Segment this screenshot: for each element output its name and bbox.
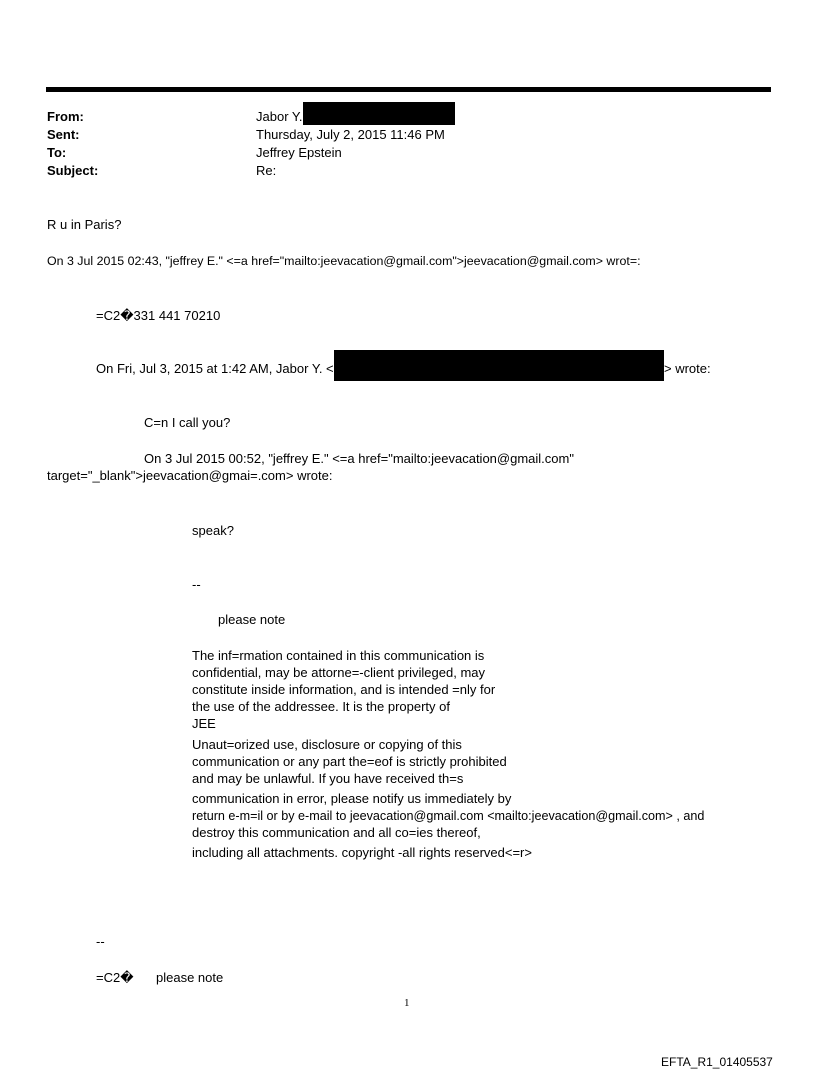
disclaimer-line: constitute inside information, and is intended =nly for (192, 682, 496, 697)
to-label: To: (47, 145, 67, 160)
disclaimer-line: communication or any part the=eof is strictly prohibited (192, 754, 507, 769)
disclaimer-line: including all attachments. copyright -all rights reserved<=r> (192, 845, 532, 860)
signature-separator: -- (192, 577, 201, 592)
disclaimer-line: return e-m=il or by e-mail to jeevacation@gmail.com <mailto:jeevacation@gmail.com> , and (192, 809, 705, 823)
subject-value: Re: (256, 163, 277, 178)
from-label: From: (47, 109, 84, 124)
page-number: 1 (404, 997, 410, 1009)
quote-header-3a: On 3 Jul 2015 00:52, "jeffrey E." <=a href="mailto:jeevacation@gmail.com" (144, 451, 574, 466)
body-line-speak: speak? (192, 523, 234, 538)
header-rule (46, 87, 771, 92)
quote-header-1: On 3 Jul 2015 02:43, "jeffrey E." <=a href="mailto:jeevacation@gmail.com">jeevacation@gmail.com> wrot=: (47, 254, 641, 268)
redaction-block (303, 102, 455, 125)
disclaimer-line: destroy this communication and all co=ies thereof, (192, 825, 481, 840)
disclaimer-line: Unaut=orized use, disclosure or copying of this (192, 737, 462, 752)
document-id: EFTA_R1_01405537 (661, 1055, 773, 1069)
signature-separator: -- (96, 934, 105, 949)
subject-label: Subject: (47, 163, 99, 178)
disclaimer-line: communication in error, please notify us immediately by (192, 791, 512, 806)
quote-header-2a: On Fri, Jul 3, 2015 at 1:42 AM, Jabor Y. < (96, 361, 334, 376)
please-note: please note (218, 612, 286, 627)
phone-line: =C2�331 441 70210 (96, 308, 221, 323)
from-value: Jabor Y. (256, 109, 303, 124)
body-line-call: C=n I call you? (144, 415, 231, 430)
to-value: Jeffrey Epstein (256, 145, 342, 160)
disclaimer-line: and may be unlawful. If you have received th=s (192, 771, 464, 786)
quote-header-3b: target="_blank">jeevacation@gmai=.com> wrote: (47, 468, 333, 483)
encoded-prefix: =C2� (96, 970, 134, 985)
body-line-reply: R u in Paris? (47, 217, 122, 232)
please-note: please note (156, 970, 224, 985)
disclaimer-line: the use of the addressee. It is the property of (192, 699, 450, 714)
disclaimer-line: The inf=rmation contained in this communication is (192, 648, 485, 663)
sent-value: Thursday, July 2, 2015 11:46 PM (256, 127, 445, 142)
quote-header-2b: > wrote: (664, 361, 711, 376)
sent-label: Sent: (47, 127, 80, 142)
redaction-block (334, 350, 664, 381)
disclaimer-line: confidential, may be attorne=-client privileged, may (192, 665, 486, 680)
disclaimer-line: JEE (192, 716, 216, 731)
